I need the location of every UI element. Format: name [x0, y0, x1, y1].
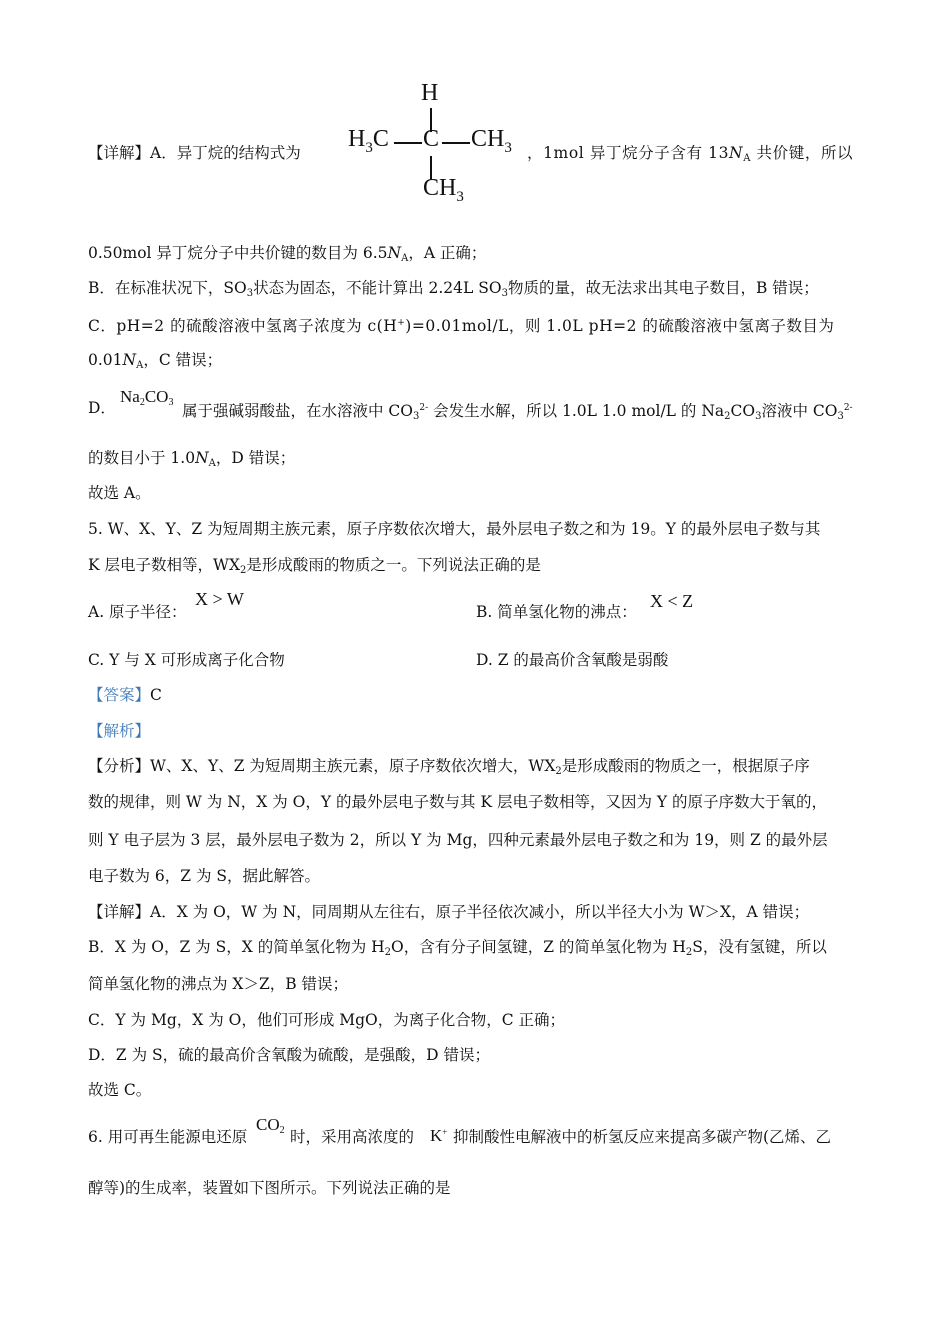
subscript: 3: [168, 397, 174, 408]
option-b: [476, 602, 637, 622]
atom-c: C: [372, 126, 389, 152]
text-segment: B. 简单氢化物的沸点：: [476, 603, 637, 621]
subscript: 3: [246, 288, 254, 299]
question-6-stem: [88, 1127, 247, 1147]
text-line: [88, 792, 827, 812]
text-line: [88, 448, 295, 474]
group-ch3-right: [471, 126, 512, 157]
subscript: 3: [456, 189, 464, 205]
text-line: [88, 398, 116, 418]
option-b-expression: [650, 591, 693, 611]
text-segment: 是形成酸雨的物质之一，根据原子序: [561, 757, 810, 775]
formula-na2co3: [120, 387, 173, 413]
text-line: [88, 313, 834, 336]
text-segment: 0.01: [88, 351, 123, 369]
text-line: [88, 350, 222, 376]
section-label: 【答案】: [88, 686, 151, 704]
text-line: [88, 278, 819, 304]
text-segment: C. Y 与 X 可形成离子化合物: [88, 651, 285, 669]
group-ch3-bottom: [423, 175, 464, 206]
subscript: 2: [724, 411, 731, 422]
text-segment: 数的规律，则 W 为 N，X 为 O，Y 的最外层电子数与其 K 层电子数相等，又因为 Y 的原子序数大于氧的，: [88, 793, 828, 811]
text-segment: 6. 用可再生能源电还原: [88, 1128, 248, 1146]
text-segment: ，D 错误；: [215, 449, 296, 467]
question-6-stem: [290, 1127, 414, 1147]
text-segment: 抑制酸性电解液中的析氢反应来提高多碳产物(乙烯、乙: [453, 1128, 832, 1146]
question-6-stem: [453, 1127, 831, 1147]
text-segment: 故选 A。: [88, 484, 151, 502]
subscript: 2: [139, 397, 145, 408]
subscript: 2: [279, 1125, 285, 1136]
text-segment: )=0.01mol/L，则 1.0L pH=2 的硫酸溶液中氢离子数目为: [405, 317, 835, 335]
text-segment: N: [122, 351, 137, 369]
subscript: A: [136, 360, 144, 371]
atom-h-top: H: [421, 80, 439, 106]
subscript: 2: [239, 565, 247, 576]
text-segment: 是形成酸雨的物质之一。下列说法正确的是: [246, 556, 541, 574]
text-line: [88, 830, 828, 850]
text-segment: 故选 C。: [88, 1081, 152, 1099]
text-segment: 物质的量，故无法求出其电子数目，B 错误；: [507, 279, 819, 297]
subscript: 3: [413, 411, 420, 422]
text-line: [88, 1045, 490, 1065]
text-segment: 电子数为 6，Z 为 S，据此解答。: [88, 867, 321, 885]
bond-left: [394, 142, 422, 144]
answer-line: [88, 685, 162, 705]
question-5-stem: [88, 555, 541, 581]
text-line: [88, 974, 348, 994]
text-segment: ，A 正确；: [408, 244, 487, 262]
option-d: [476, 650, 668, 670]
text-line: [527, 143, 853, 169]
formula-k-plus: [430, 1122, 447, 1146]
text-segment: N: [387, 244, 402, 262]
text-segment: 5. W、X、Y、Z 为短周期主族元素，原子序数依次增大，最外层电子数之和为 19。Y 的最外层电子数与其: [88, 520, 821, 538]
text-line: [88, 756, 810, 782]
text-segment: 【详解】A．异丁烷的结构式为: [88, 144, 301, 162]
text-segment: X > W: [195, 589, 244, 609]
superscript: +: [442, 1127, 448, 1137]
text-segment: CO: [144, 387, 169, 406]
text-segment: S，没有氢键，所以: [692, 938, 827, 956]
formula-co2: [256, 1115, 285, 1141]
text-segment: K 层电子数相等，WX: [88, 556, 240, 574]
section-label: 【解析】: [88, 722, 151, 740]
bond-right: [442, 142, 470, 144]
subscript: A: [208, 458, 216, 469]
text-segment: A. 原子半径：: [88, 603, 187, 621]
group-h3c: [348, 126, 389, 157]
text-segment: 状态为固态，不能计算出 2.24L SO: [253, 279, 502, 297]
text-segment: 【分析】W、X、Y、Z 为短周期主族元素，原子序数依次增大，WX: [88, 757, 556, 775]
subscript: 3: [501, 288, 508, 299]
text-segment: D. Z 的最高价含氧酸是弱酸: [476, 651, 669, 669]
question-6-stem: [88, 1178, 451, 1198]
text-segment: CO: [256, 1115, 280, 1134]
text-segment: CO: [730, 402, 756, 420]
text-segment: B．在标准状况下，SO: [88, 279, 247, 297]
text-segment: D．: [88, 399, 116, 417]
text-segment: K: [430, 1126, 443, 1145]
text-line: [88, 866, 320, 886]
text-segment: C: [150, 686, 162, 704]
text-segment: C．Y 为 Mg，X 为 O，他们可形成 MgO，为离子化合物，C 正确；: [88, 1011, 566, 1029]
atom-h: H: [348, 126, 366, 152]
text-segment: 溶液中 CO: [761, 402, 838, 420]
option-a: [88, 602, 187, 622]
analysis-heading: [88, 721, 150, 741]
text-segment: ，1mol 异丁烷分子含有 13: [527, 144, 730, 162]
text-line: [88, 483, 151, 503]
subscript: 2: [384, 947, 392, 958]
subscript: 3: [504, 140, 512, 156]
text-line: [88, 1080, 151, 1100]
text-segment: 简单氢化物的沸点为 X＞Z，B 错误；: [88, 975, 349, 993]
subscript: 3: [837, 411, 844, 422]
text-segment: 会发生水解，所以 1.0L 1.0 mol/L 的 Na: [428, 402, 725, 420]
text-segment: C．pH=2 的硫酸溶液中氢离子浓度为 c(H: [88, 317, 398, 335]
text-segment: 的数目小于 1.0: [88, 449, 196, 467]
text-line: [88, 243, 486, 269]
atom-ch: CH: [471, 126, 505, 152]
superscript: +: [397, 318, 406, 328]
text-line: [88, 902, 809, 922]
text-segment: 醇等)的生成率，装置如下图所示。下列说法正确的是: [88, 1179, 451, 1197]
text-segment: ，C 错误；: [143, 351, 223, 369]
text-segment: 0.50mol 异丁烷分子中共价键的数目为 6.5: [88, 244, 388, 262]
question-5-stem: [88, 519, 820, 539]
atom-c-center: C: [423, 126, 440, 152]
text-segment: Na: [120, 387, 140, 406]
text-segment: N: [729, 144, 744, 162]
text-segment: 共价键，所以: [751, 144, 854, 162]
text-segment: 属于强碱弱酸盐，在水溶液中 CO: [182, 402, 413, 420]
subscript: 3: [365, 140, 373, 156]
text-line: [88, 937, 827, 963]
option-a-expression: [195, 589, 244, 609]
subscript: A: [401, 253, 409, 264]
text-line: [182, 398, 853, 427]
superscript: 2-: [843, 403, 853, 413]
text-line: [88, 1010, 565, 1030]
option-c: [88, 650, 285, 670]
text-segment: 【详解】A．X 为 O，W 为 N，同周期从左往右，原子半径依次减小，所以半径大小为 W＞X，A 错误；: [88, 903, 810, 921]
subscript: 2: [555, 766, 562, 777]
text-segment: X < Z: [650, 591, 694, 611]
superscript: 2-: [419, 403, 429, 413]
subscript: A: [743, 153, 752, 164]
atom-ch: CH: [423, 175, 457, 201]
text-segment: N: [195, 449, 209, 467]
text-segment: O，含有分子间氢键，Z 的简单氢化物为 H: [391, 938, 686, 956]
text-segment: D．Z 为 S，硫的最高价含氧酸为硫酸，是强酸，D 错误；: [88, 1046, 491, 1064]
subscript: 2: [685, 947, 693, 958]
text-segment: 则 Y 电子层为 3 层，最外层电子数为 2，所以 Y 为 Mg，四种元素最外层电子数之和为 19，则 Z 的最外层: [88, 831, 828, 849]
text-segment: B．X 为 O，Z 为 S，X 的简单氢化物为 H: [88, 938, 385, 956]
subscript: 3: [755, 411, 762, 422]
text-line: [88, 143, 301, 163]
text-segment: 时，采用高浓度的: [290, 1128, 415, 1146]
